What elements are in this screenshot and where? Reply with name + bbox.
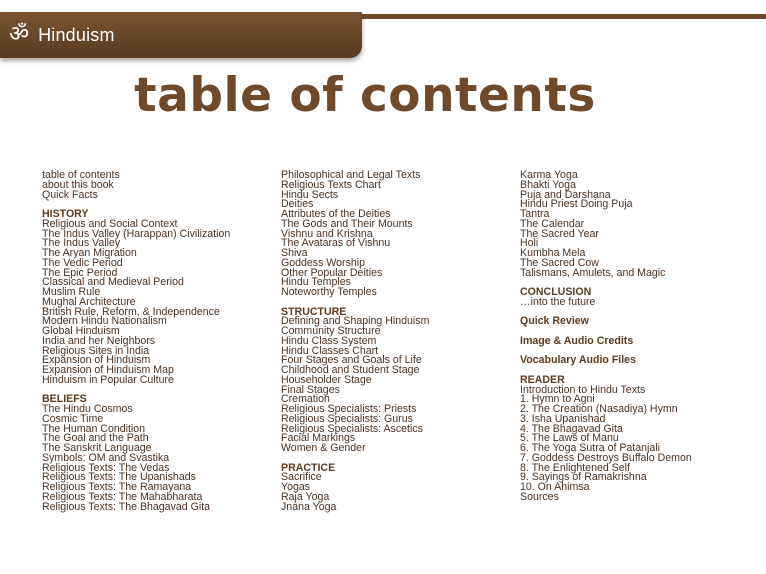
toc-link-muslim-rule[interactable]: Muslim Rule	[42, 286, 101, 298]
toc-heading-history[interactable]: HISTORY	[42, 208, 89, 220]
toc-link-the-gods-and-their-mounts[interactable]: The Gods and Their Mounts	[281, 217, 413, 230]
toc-link-noteworthy-temples[interactable]: Noteworthy Temples	[281, 286, 377, 298]
toc-heading-conclusion[interactable]: CONCLUSION	[520, 286, 592, 298]
toc-link-shiva[interactable]: Shiva	[281, 247, 308, 259]
om-icon: ॐ	[9, 22, 30, 47]
toc-link-global-hinduism[interactable]: Global Hinduism	[42, 325, 120, 337]
toc-link-sacrifice[interactable]: Sacrifice	[281, 471, 322, 484]
toc-link-cosmic-time[interactable]: Cosmic Time	[42, 412, 104, 425]
toc-heading-vocabulary-audio-files[interactable]: Vocabulary Audio Files	[520, 354, 636, 367]
toc-link-other-popular-deities[interactable]: Other Popular Deities	[281, 266, 383, 279]
toc-column-3	[520, 171, 756, 503]
toc-link-community-structure[interactable]: Community Structure	[281, 325, 381, 337]
toc-link-hindu-class-system[interactable]: Hindu Class System	[281, 334, 377, 347]
toc-heading-practice[interactable]: PRACTICE	[281, 461, 336, 474]
toc-link-women-gender[interactable]: Women & Gender	[281, 442, 366, 454]
toc-link-india-and-her-neighbors[interactable]: India and her Neighbors	[42, 334, 156, 347]
toc-link-four-stages-and-goals-of-life[interactable]: Four Stages and Goals of Life	[281, 354, 422, 367]
toc-link-childhood-and-student-stage[interactable]: Childhood and Student Stage	[281, 364, 420, 376]
toc-link-religious-texts-the-upanishads[interactable]: Religious Texts: The Upanishads	[42, 471, 196, 484]
toc-heading-structure[interactable]: STRUCTURE	[281, 305, 347, 318]
toc-link-the-vedic-period[interactable]: The Vedic Period	[42, 256, 123, 269]
toc-link-the-avataras-of-vishnu[interactable]: The Avataras of Vishnu	[281, 237, 391, 250]
toc-link-householder-stage[interactable]: Householder Stage	[281, 373, 372, 386]
toc-link-holi[interactable]: Holi	[520, 237, 539, 250]
toc-link-vishnu-and-krishna[interactable]: Vishnu and Krishna	[281, 227, 373, 240]
toc-link-religious-specialists-gurus[interactable]: Religious Specialists: Gurus	[281, 412, 413, 425]
toc-link-religious-texts-the-ramayana[interactable]: Religious Texts: The Ramayana	[42, 481, 192, 493]
toc-column-2	[281, 171, 517, 512]
toc-link-sources[interactable]: Sources	[520, 490, 559, 503]
toc-link-hindu-classes-chart[interactable]: Hindu Classes Chart	[281, 344, 379, 357]
toc-link-table-of-contents[interactable]: table of contents	[42, 169, 120, 181]
toc-heading-quick-review[interactable]: Quick Review	[520, 315, 589, 328]
toc-link-the-aryan-migration[interactable]: The Aryan Migration	[42, 247, 137, 259]
toc-link-hindu-priest-doing-puja[interactable]: Hindu Priest Doing Puja	[520, 198, 633, 211]
toc-link-philosophical-and-legal-texts[interactable]: Philosophical and Legal Texts	[281, 169, 421, 181]
header-rule	[362, 14, 766, 19]
toc-link-talismans-amulets-and-magic[interactable]: Talismans, Amulets, and Magic	[520, 266, 666, 279]
toc-link-the-indus-valley-harappan-civilization[interactable]: The Indus Valley (Harappan) Civilization	[42, 227, 231, 240]
toc-link-the-sacred-cow[interactable]: The Sacred Cow	[520, 256, 599, 269]
toc-link-5-the-laws-of-manu[interactable]: 5. The Laws of Manu	[520, 432, 619, 445]
toc-link-the-indus-valley[interactable]: The Indus Valley	[42, 237, 121, 250]
toc-link-8-the-enlightened-self[interactable]: 8. The Enlightened Self	[520, 461, 630, 474]
toc-link-quick-facts[interactable]: Quick Facts	[42, 188, 98, 201]
toc-link-puja-and-darshana[interactable]: Puja and Darshana	[520, 188, 611, 201]
toc-link-the-goal-and-the-path[interactable]: The Goal and the Path	[42, 432, 149, 445]
toc-link-3-isha-upanishad[interactable]: 3. Isha Upanishad	[520, 412, 606, 425]
toc-link-introduction-to-hindu-texts[interactable]: Introduction to Hindu Texts	[520, 383, 646, 396]
toc-link-the-sanskrit-language[interactable]: The Sanskrit Language	[42, 442, 152, 454]
toc-link-expansion-of-hinduism[interactable]: Expansion of Hinduism	[42, 354, 151, 367]
toc-link-1-hymn-to-agni[interactable]: 1. Hymn to Agni	[520, 393, 595, 406]
toc-link-expansion-of-hinduism-map[interactable]: Expansion of Hinduism Map	[42, 364, 174, 376]
page-title: table of contents	[134, 68, 596, 123]
app-header	[0, 12, 362, 58]
toc-link-attributes-of-the-deities[interactable]: Attributes of the Deities	[281, 208, 391, 220]
toc-link-karma-yoga[interactable]: Karma Yoga	[520, 169, 578, 181]
toc-link-7-goddess-destroys-buffalo-demon[interactable]: 7. Goddess Destroys Buffalo Demon	[520, 451, 692, 464]
toc-heading-reader[interactable]: READER	[520, 373, 565, 386]
toc-link-10-on-ahimsa[interactable]: 10. On Ahimsa	[520, 481, 590, 493]
toc-link-into-the-future[interactable]: …into the future	[520, 295, 596, 308]
toc-column-1	[42, 171, 278, 512]
toc-link-deities[interactable]: Deities	[281, 198, 314, 211]
toc-link-the-epic-period[interactable]: The Epic Period	[42, 266, 118, 279]
toc-link-jnana-yoga[interactable]: Jnana Yoga	[281, 500, 337, 513]
toc-link-2-the-creation-nasadiya-hymn[interactable]: 2. The Creation (Nasadiya) Hymn	[520, 403, 678, 415]
toc-link-religious-sites-in-india[interactable]: Religious Sites in India	[42, 344, 150, 357]
toc-link-the-hindu-cosmos[interactable]: The Hindu Cosmos	[42, 403, 133, 415]
toc-link-about-this-book[interactable]: about this book	[42, 178, 114, 191]
toc-link-religious-specialists-ascetics[interactable]: Religious Specialists: Ascetics	[281, 422, 423, 435]
toc-link-6-the-yoga-sutra-of-patanjali[interactable]: 6. The Yoga Sutra of Patanjali	[520, 442, 660, 454]
toc-link-facial-markings[interactable]: Facial Markings	[281, 432, 356, 445]
toc-link-raja-yoga[interactable]: Raja Yoga	[281, 490, 330, 503]
toc-link-9-sayings-of-ramakrishna[interactable]: 9. Sayings of Ramakrishna	[520, 471, 647, 484]
toc-link-religious-texts-the-bhagavad-gita[interactable]: Religious Texts: The Bhagavad Gita	[42, 500, 211, 513]
toc-link-4-the-bhagavad-gita[interactable]: 4. The Bhagavad Gita	[520, 422, 623, 435]
toc-link-bhakti-yoga[interactable]: Bhakti Yoga	[520, 178, 576, 191]
toc-link-the-calendar[interactable]: The Calendar	[520, 217, 585, 230]
toc-link-final-stages[interactable]: Final Stages	[281, 383, 340, 396]
toc-link-mughal-architecture[interactable]: Mughal Architecture	[42, 295, 136, 308]
toc-heading-beliefs[interactable]: BELIEFS	[42, 393, 87, 406]
toc-link-goddess-worship[interactable]: Goddess Worship	[281, 256, 366, 269]
toc-link-british-rule-reform-independence[interactable]: British Rule, Reform, & Independence	[42, 305, 220, 318]
toc-link-religious-texts-the-vedas[interactable]: Religious Texts: The Vedas	[42, 461, 170, 474]
toc-link-classical-and-medieval-period[interactable]: Classical and Medieval Period	[42, 276, 184, 289]
toc-link-the-sacred-year[interactable]: The Sacred Year	[520, 227, 599, 240]
toc-link-yogas[interactable]: Yogas	[281, 481, 311, 493]
toc-link-religious-and-social-context[interactable]: Religious and Social Context	[42, 217, 178, 230]
toc-link-defining-and-shaping-hinduism[interactable]: Defining and Shaping Hinduism	[281, 315, 430, 328]
toc-link-kumbha-mela[interactable]: Kumbha Mela	[520, 247, 586, 259]
toc-link-modern-hindu-nationalism[interactable]: Modern Hindu Nationalism	[42, 315, 167, 328]
toc-link-hindu-temples[interactable]: Hindu Temples	[281, 276, 351, 289]
toc-link-hindu-sects[interactable]: Hindu Sects	[281, 188, 339, 201]
toc-link-cremation[interactable]: Cremation	[281, 393, 330, 406]
toc-link-hinduism-in-popular-culture[interactable]: Hinduism in Popular Culture	[42, 373, 174, 386]
toc-heading-image-audio-credits[interactable]: Image & Audio Credits	[520, 334, 634, 347]
toc-link-religious-texts-the-mahabharata[interactable]: Religious Texts: The Mahabharata	[42, 490, 203, 503]
app-title: Hinduism	[38, 24, 115, 45]
toc-link-tantra[interactable]: Tantra	[520, 208, 550, 220]
toc-link-symbols-om-and-svastika[interactable]: Symbols: OM and Svastika	[42, 451, 170, 464]
toc-link-religious-texts-chart[interactable]: Religious Texts Chart	[281, 178, 381, 191]
toc-link-religious-specialists-priests[interactable]: Religious Specialists: Priests	[281, 403, 417, 415]
toc-link-the-human-condition[interactable]: The Human Condition	[42, 422, 146, 435]
